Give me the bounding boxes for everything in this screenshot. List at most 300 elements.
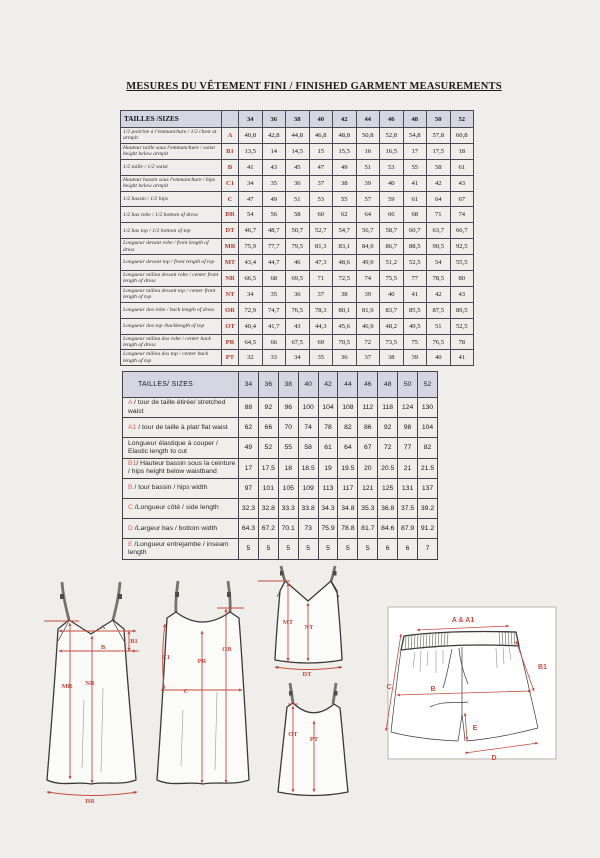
measurement-value: 35 xyxy=(262,175,286,191)
measurement-value: 78.8 xyxy=(338,519,358,539)
measurement-value: 49,5 xyxy=(403,318,427,334)
measurement-value: 50,8 xyxy=(356,128,380,144)
measurement-value: 43 xyxy=(286,318,310,334)
t2-size-header: 48 xyxy=(378,372,398,398)
measurement-value: 57 xyxy=(356,191,380,207)
measurement-value: 81.7 xyxy=(358,519,378,539)
measurement-label: Longueur dos robe / back length of dress xyxy=(121,302,222,318)
measurement-value: 82 xyxy=(338,418,358,438)
measurement-value: 5 xyxy=(278,539,298,559)
measurement-value: 60 xyxy=(309,207,333,223)
t1-row xyxy=(121,334,474,350)
measurement-value: 34 xyxy=(239,175,263,191)
measurement-value: 90,5 xyxy=(427,239,451,255)
measurement-label: Hauteur bassin sous l'emmanchure / hips height below armpit xyxy=(121,175,222,191)
shorts-measure-label-e: E xyxy=(472,725,478,732)
measurement-value: 91.2 xyxy=(418,519,438,539)
t1-row xyxy=(121,223,474,239)
t2-size-header: 44 xyxy=(338,372,358,398)
measurement-code: OR xyxy=(222,302,239,318)
measurement-code: C1 xyxy=(222,175,239,191)
t1-row xyxy=(121,271,474,287)
measurement-value: 36 xyxy=(333,350,357,366)
measurement-value: 51,2 xyxy=(380,255,404,271)
measurement-value: 36 xyxy=(286,175,310,191)
t1-row xyxy=(121,255,474,271)
back-dress-measure-label-or: OR xyxy=(222,646,232,653)
garment-diagrams xyxy=(0,560,600,858)
t2-row xyxy=(123,539,438,559)
measurement-value: 40,8 xyxy=(239,128,263,144)
measurement-label: D /Largeur bas / bottom width xyxy=(123,519,239,539)
measurement-value: 6 xyxy=(378,539,398,559)
measurement-value: 38 xyxy=(333,286,357,302)
measurement-value: 88,5 xyxy=(403,239,427,255)
t1-size-header: 40 xyxy=(309,111,333,128)
shorts-measurements-table xyxy=(122,371,438,560)
measurement-value: 18 xyxy=(450,143,474,159)
t1-size-header: 36 xyxy=(262,111,286,128)
t2-row xyxy=(123,418,438,438)
table2-sizes-header: TAILLES/ SIZES xyxy=(123,372,239,398)
measurement-value: 40 xyxy=(380,286,404,302)
measurement-value: 75.9 xyxy=(318,519,338,539)
measurement-code: A1 xyxy=(128,423,137,431)
measurement-value: 68 xyxy=(403,207,427,223)
measurement-code: MT xyxy=(222,255,239,271)
measurement-value: 71 xyxy=(309,271,333,287)
measurement-value: 72,9 xyxy=(239,302,263,318)
measurement-value: 87.9 xyxy=(398,519,418,539)
measurement-value: 19 xyxy=(318,458,338,478)
t1-row xyxy=(121,159,474,175)
measurement-value: 67,5 xyxy=(286,334,310,350)
measurement-value: 49 xyxy=(262,191,286,207)
t1-size-header: 50 xyxy=(427,111,451,128)
t1-row xyxy=(121,191,474,207)
measurement-value: 5 xyxy=(258,539,278,559)
measurement-value: 81,3 xyxy=(309,239,333,255)
garment-measurements-table xyxy=(120,110,474,366)
measurement-value: 46 xyxy=(286,255,310,271)
measurement-value: 67 xyxy=(450,191,474,207)
back-top-measure-label-ot: OT xyxy=(288,731,298,738)
measurement-value: 76,5 xyxy=(286,302,310,318)
back-top-measure-label-pt: PT xyxy=(309,736,319,743)
measurement-value: 40 xyxy=(380,175,404,191)
measurement-code: D xyxy=(128,524,133,532)
measurement-code: B1 xyxy=(222,143,239,159)
measurement-value: 78,3 xyxy=(309,302,333,318)
measurement-value: 17 xyxy=(403,143,427,159)
t1-size-header: 34 xyxy=(239,111,263,128)
measurement-value: 45,6 xyxy=(333,318,357,334)
measurement-label: Longueur milieu devant top / center front length of top xyxy=(121,286,222,302)
measurement-value: 43 xyxy=(450,175,474,191)
measurement-value: 39 xyxy=(356,175,380,191)
measurement-value: 36.8 xyxy=(378,498,398,518)
measurement-value: 66,5 xyxy=(239,271,263,287)
measurement-value: 46,8 xyxy=(309,128,333,144)
measurement-value: 34.8 xyxy=(338,498,358,518)
measurement-value: 47 xyxy=(239,191,263,207)
measurement-value: 46,9 xyxy=(356,318,380,334)
measurement-value: 89,5 xyxy=(450,302,474,318)
measurement-value: 51 xyxy=(427,318,451,334)
measurement-code: MR xyxy=(222,239,239,255)
measurement-value: 54,7 xyxy=(333,223,357,239)
table1-header-row xyxy=(121,111,474,128)
measurement-value: 5 xyxy=(239,539,259,559)
measurement-value: 77,7 xyxy=(262,239,286,255)
measurement-value: 55,5 xyxy=(450,255,474,271)
t2-size-header: 34 xyxy=(239,372,259,398)
measurement-value: 36 xyxy=(286,286,310,302)
measurement-value: 44,3 xyxy=(309,318,333,334)
measurement-value: 104 xyxy=(418,418,438,438)
measurement-value: 52 xyxy=(258,438,278,458)
measurement-label: 1/2 bassin / 1/2 hips xyxy=(121,191,222,207)
measurement-value: 72 xyxy=(356,334,380,350)
t1-row xyxy=(121,207,474,223)
measurement-code: B xyxy=(222,159,239,175)
measurement-value: 67.2 xyxy=(258,519,278,539)
measurement-value: 52,5 xyxy=(450,318,474,334)
t2-size-header: 50 xyxy=(398,372,418,398)
measurement-value: 88 xyxy=(239,398,259,418)
measurement-code: NR xyxy=(222,271,239,287)
measurement-value: 63,7 xyxy=(427,223,451,239)
measurement-value: 6 xyxy=(398,539,418,559)
front-dress-measure-label-b: B xyxy=(100,644,106,651)
front-top-measure-label-nt: NT xyxy=(304,624,314,631)
measurement-label: E /Longueur entrejambe / inseam length xyxy=(123,539,239,559)
measurement-value: 33 xyxy=(262,350,286,366)
measurement-value: 137 xyxy=(418,478,438,498)
measurement-value: 16,5 xyxy=(380,143,404,159)
measurement-value: 81,9 xyxy=(356,302,380,318)
measurement-value: 46,7 xyxy=(239,223,263,239)
measurement-value: 117 xyxy=(338,478,358,498)
measurement-value: 14,5 xyxy=(286,143,310,159)
front-top-measure-label-mt: MT xyxy=(282,619,294,626)
t1-size-header: 52 xyxy=(450,111,474,128)
measurement-value: 125 xyxy=(378,478,398,498)
measurement-value: 44,7 xyxy=(262,255,286,271)
measurement-value: 20 xyxy=(358,458,378,478)
measurement-value: 21.5 xyxy=(418,458,438,478)
measurement-value: 47 xyxy=(309,159,333,175)
measurement-value: 71 xyxy=(427,207,451,223)
measurement-value: 38 xyxy=(380,350,404,366)
t1-row xyxy=(121,143,474,159)
measurement-value: 68 xyxy=(262,271,286,287)
measurement-value: 32 xyxy=(239,350,263,366)
t2-size-header: 52 xyxy=(418,372,438,398)
measurement-value: 124 xyxy=(398,398,418,418)
measurement-value: 53 xyxy=(380,159,404,175)
t2-row xyxy=(123,398,438,418)
measurement-value: 130 xyxy=(418,398,438,418)
measurement-value: 14 xyxy=(262,143,286,159)
measurement-value: 98 xyxy=(398,418,418,438)
measurement-value: 44,8 xyxy=(286,128,310,144)
measurement-code: C xyxy=(128,504,133,512)
measurement-value: 41 xyxy=(403,175,427,191)
measurement-value: 104 xyxy=(318,398,338,418)
measurement-value: 69 xyxy=(309,334,333,350)
measurement-value: 72,5 xyxy=(333,271,357,287)
measurement-value: 56,7 xyxy=(356,223,380,239)
measurement-value: 37 xyxy=(309,175,333,191)
measurement-value: 80,1 xyxy=(333,302,357,318)
measurement-value: 5 xyxy=(338,539,358,559)
measurement-value: 48,2 xyxy=(380,318,404,334)
measurement-code: DT xyxy=(222,223,239,239)
measurement-value: 97 xyxy=(239,478,259,498)
measurement-value: 100 xyxy=(298,398,318,418)
measurement-value: 51 xyxy=(286,191,310,207)
measurement-value: 13,5 xyxy=(239,143,263,159)
measurement-value: 84,9 xyxy=(356,239,380,255)
measurement-value: 15 xyxy=(309,143,333,159)
measurement-value: 80 xyxy=(450,271,474,287)
t2-row xyxy=(123,519,438,539)
measurement-value: 75,5 xyxy=(380,271,404,287)
measurement-value: 37.5 xyxy=(398,498,418,518)
measurement-value: 39 xyxy=(403,350,427,366)
measurement-value: 78 xyxy=(450,334,474,350)
back-dress-measure-label-c1: C1 xyxy=(162,654,170,661)
measurement-value: 86 xyxy=(358,418,378,438)
measurement-value: 64,5 xyxy=(239,334,263,350)
measurement-value: 113 xyxy=(318,478,338,498)
measurement-value: 40 xyxy=(427,350,451,366)
front-dress-drawing xyxy=(44,582,139,805)
shorts-measure-label-b1: B1 xyxy=(538,664,547,671)
measurement-value: 33.8 xyxy=(298,498,318,518)
measurement-value: 61 xyxy=(403,191,427,207)
measurement-value: 83,7 xyxy=(380,302,404,318)
measurement-label: 1/2 taille / 1/2 waist xyxy=(121,159,222,175)
t1-row xyxy=(121,350,474,366)
measurement-value: 54,8 xyxy=(403,128,427,144)
measurement-code: C xyxy=(222,191,239,207)
measurement-label: Longueur dos top /backlength of top xyxy=(121,318,222,334)
table2-header-row xyxy=(123,372,438,398)
measurement-value: 49 xyxy=(333,159,357,175)
measurement-value: 52,5 xyxy=(403,255,427,271)
measurement-value: 70.1 xyxy=(278,519,298,539)
measurement-code: OT xyxy=(222,318,239,334)
page-title: MESURES DU VÊTEMENT FINI / FINISHED GARMENT MEASUREMENTS xyxy=(126,81,502,92)
measurement-value: 45 xyxy=(286,159,310,175)
t1-row xyxy=(121,128,474,144)
t2-size-header: 46 xyxy=(358,372,378,398)
measurement-value: 86,7 xyxy=(380,239,404,255)
measurement-value: 87,5 xyxy=(427,302,451,318)
measurement-code: NT xyxy=(222,286,239,302)
measurement-label: 1/2 bas top / 1/2 bottom of top xyxy=(121,223,222,239)
measurement-value: 19.5 xyxy=(338,458,358,478)
measurement-label: Longueur milieu dos robe / center back length of dress xyxy=(121,334,222,350)
shorts-measure-label-c: C xyxy=(386,684,392,691)
measurement-value: 66 xyxy=(380,207,404,223)
measurement-value: 41 xyxy=(403,286,427,302)
measurement-value: 20.5 xyxy=(378,458,398,478)
measurement-value: 77 xyxy=(403,271,427,287)
measurement-value: 15,5 xyxy=(333,143,357,159)
measurement-value: 70,5 xyxy=(333,334,357,350)
measurement-value: 50,7 xyxy=(286,223,310,239)
measurement-value: 35 xyxy=(309,350,333,366)
measurement-value: 41 xyxy=(450,350,474,366)
measurement-value: 78 xyxy=(318,418,338,438)
measurement-value: 42 xyxy=(427,286,451,302)
measurement-value: 74 xyxy=(450,207,474,223)
measurement-value: 73,5 xyxy=(380,334,404,350)
measurement-value: 66 xyxy=(258,418,278,438)
measurement-value: 32.3 xyxy=(239,498,259,518)
back-dress-measure-label-c: C xyxy=(183,688,189,695)
measurement-value: 37 xyxy=(356,350,380,366)
measurement-value: 72 xyxy=(378,438,398,458)
measurement-label: A / tour de taille étirée/ stretched waist xyxy=(123,398,239,418)
measurement-value: 49,9 xyxy=(356,255,380,271)
t2-size-header: 38 xyxy=(278,372,298,398)
measurement-value: 76,5 xyxy=(427,334,451,350)
back-top-drawing xyxy=(278,683,348,796)
shorts-measure-label-b: B xyxy=(430,686,436,693)
measurement-label: B / tour bassin / hips width xyxy=(123,478,239,498)
measurement-value: 35.3 xyxy=(358,498,378,518)
t1-size-header: 42 xyxy=(333,111,357,128)
t2-size-header: 42 xyxy=(318,372,338,398)
measurement-value: 92 xyxy=(378,418,398,438)
measurement-value: 5 xyxy=(298,539,318,559)
measurement-value: 5 xyxy=(318,539,338,559)
measurement-value: 55 xyxy=(403,159,427,175)
t1-size-header: 46 xyxy=(380,111,404,128)
measurement-label: Longueur milieu devant robe / center front length of dress xyxy=(121,271,222,287)
measurement-value: 52,8 xyxy=(380,128,404,144)
measurement-value: 33.3 xyxy=(278,498,298,518)
measurement-value: 69,5 xyxy=(286,271,310,287)
measurement-label: 1/2 bas robe / 1/2 bottom of dress xyxy=(121,207,222,223)
measurement-value: 78,5 xyxy=(427,271,451,287)
measurement-value: 74,7 xyxy=(262,302,286,318)
measurement-value: 75,9 xyxy=(239,239,263,255)
front-dress-measure-label-a: A xyxy=(100,624,106,631)
t2-size-header: 36 xyxy=(258,372,278,398)
measurement-value: 48,6 xyxy=(333,255,357,271)
measurement-value: 64.3 xyxy=(239,519,259,539)
front-dress-measure-label-dr: DR xyxy=(85,798,95,805)
measurement-value: 43 xyxy=(450,286,474,302)
measurement-value: 74 xyxy=(298,418,318,438)
measurement-value: 75 xyxy=(403,334,427,350)
measurement-value: 42,8 xyxy=(262,128,286,144)
t1-size-header: 38 xyxy=(286,111,310,128)
front-top-measure-label-dt: DT xyxy=(302,671,312,678)
measurement-value: 73 xyxy=(298,519,318,539)
front-top-drawing xyxy=(258,566,342,678)
measurement-code: PR xyxy=(222,334,239,350)
measurement-value: 17.5 xyxy=(258,458,278,478)
table1-code-header xyxy=(222,111,239,128)
measurement-value: 92,5 xyxy=(450,239,474,255)
measurement-value: 34 xyxy=(286,350,310,366)
measurement-code: A xyxy=(222,128,239,144)
measurement-value: 82 xyxy=(418,438,438,458)
back-dress-measure-label-pr: PR xyxy=(197,658,207,665)
measurement-value: 41,7 xyxy=(262,318,286,334)
measurement-value: 55 xyxy=(333,191,357,207)
measurement-label: Longueur devant robe / front length of dress xyxy=(121,239,222,255)
measurement-value: 5 xyxy=(358,539,378,559)
t1-row xyxy=(121,239,474,255)
measurement-code: A xyxy=(128,399,133,407)
measurement-value: 60,7 xyxy=(403,223,427,239)
t1-row xyxy=(121,175,474,191)
measurement-value: 7 xyxy=(418,539,438,559)
measurement-value: 51 xyxy=(356,159,380,175)
measurement-label: Hauteur taille sous l'emmanchure / waist height below armpit xyxy=(121,143,222,159)
measurement-value: 61 xyxy=(318,438,338,458)
back-dress-drawing xyxy=(157,581,249,784)
measurement-code: B xyxy=(128,484,133,492)
measurement-value: 79,5 xyxy=(286,239,310,255)
measurement-value: 53 xyxy=(309,191,333,207)
measurement-value: 47,3 xyxy=(309,255,333,271)
measurement-value: 64 xyxy=(356,207,380,223)
measurement-value: 39.2 xyxy=(418,498,438,518)
measurement-value: 108 xyxy=(338,398,358,418)
t1-row xyxy=(121,302,474,318)
measurement-label: Longueur milieu dos top / center back length of top xyxy=(121,350,222,366)
measurement-code: B1 xyxy=(128,460,137,467)
front-dress-measure-label-b1: B1 xyxy=(130,638,138,645)
measurement-value: 40,4 xyxy=(239,318,263,334)
measurement-value: 38 xyxy=(333,175,357,191)
t2-row xyxy=(123,438,438,458)
measurement-value: 58 xyxy=(286,207,310,223)
measurement-value: 34 xyxy=(239,286,263,302)
t2-row xyxy=(123,458,438,478)
measurement-code: E xyxy=(128,540,133,548)
measurement-value: 48,7 xyxy=(262,223,286,239)
measurement-label: A1 / tour de taille à plat/ flat waist xyxy=(123,418,239,438)
measurement-value: 21 xyxy=(398,458,418,478)
measurement-value: 39 xyxy=(356,286,380,302)
measurement-value: 70 xyxy=(278,418,298,438)
t1-row xyxy=(121,318,474,334)
measurement-label: 1/2 poitrine à l'emmanchure / 1/2 chest at armpit xyxy=(121,128,222,144)
measurement-value: 62 xyxy=(239,418,259,438)
measurement-value: 49 xyxy=(239,438,259,458)
measurement-value: 74 xyxy=(356,271,380,287)
measurement-value: 35 xyxy=(262,286,286,302)
t1-row xyxy=(121,286,474,302)
measurement-value: 43,4 xyxy=(239,255,263,271)
measurement-value: 105 xyxy=(278,478,298,498)
measurement-value: 64 xyxy=(338,438,358,458)
measurement-value: 17,5 xyxy=(427,143,451,159)
measurement-value: 52,7 xyxy=(309,223,333,239)
t1-size-header: 44 xyxy=(356,111,380,128)
measurement-value: 64 xyxy=(427,191,451,207)
measurement-value: 42 xyxy=(427,175,451,191)
